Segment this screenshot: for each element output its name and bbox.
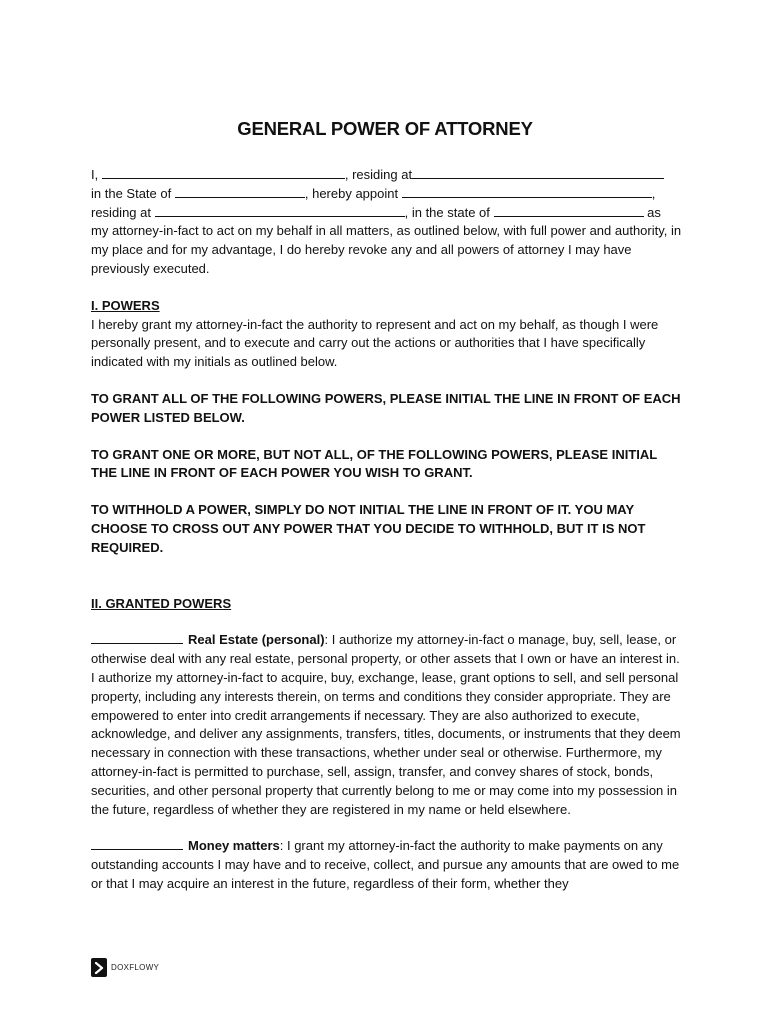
money-matters-power xyxy=(91,837,683,893)
real-estate-power xyxy=(91,631,683,819)
money-matters-term: Money matters xyxy=(188,838,280,854)
instruction-grant-all: TO GRANT ALL OF THE FOLLOWING POWERS, PLEASE INITIAL THE LINE IN FRONT OF EACH POWER LISTED BELOW. xyxy=(91,390,681,425)
instruction-withhold: TO WITHHOLD A POWER, SIMPLY DO NOT INITIAL THE LINE IN FRONT OF IT. YOU MAY CHOOSE TO CROSS OUT ANY POWER THAT YOU DECIDE TO WITHHOLD, BUT IT IS NOT REQUIRED. xyxy=(91,502,646,555)
money-matters-initial-field[interactable] xyxy=(91,837,183,850)
intro-line-3 xyxy=(91,204,683,223)
principal-address-field[interactable] xyxy=(412,166,664,179)
brand-name: DOXFLOWY xyxy=(111,963,160,972)
principal-state-field[interactable] xyxy=(175,185,305,198)
document-title: GENERAL POWER OF ATTORNEY xyxy=(237,118,533,139)
intro-text: as xyxy=(647,204,661,220)
intro-line-2 xyxy=(91,185,683,204)
real-estate-text: : I authorize my attorney-in-fact o manage, buy, sell, lease, or otherwise deal with any real estate, personal property, or other assets that I own or have an interest in. I authorize my attorney-in-fact to acquire, buy, exchange, lease, grant options to sell, and sell personal property, including any interests therein, on terms and conditions they consider appropriate. They are empowered to enter into credit arrangements if necessary. They are also authorized to execute, acknowledge, and deliver any assignments, transfers, titles, documents, or instruments that they deem necessary in connection with these transactions, whether under seal or otherwise. Furthermore, my attorney-in-fact is permitted to purchase, sell, assign, transfer, and convey shares of stock, bonds, securities, and other personal property that currently belong to me or may come into my possession in the future, regardless of whether they are registered in my name or held elsewhere. xyxy=(91,632,681,817)
powers-paragraph: I hereby grant my attorney-in-fact the authority to represent and act on my behalf, as though I were personally present, and to execute and carry out the actions or authorities that I have specifically indicated with my initials as outlined below. xyxy=(91,316,659,370)
intro-line-1 xyxy=(91,166,683,185)
instruction-grant-some: TO GRANT ONE OR MORE, BUT NOT ALL, OF THE FOLLOWING POWERS, PLEASE INITIAL THE LINE IN FRONT OF EACH POWER YOU WISH TO GRANT. xyxy=(91,446,657,481)
intro-paragraph: my attorney-in-fact to act on my behalf in all matters, as outlined below, with full power and authority, in my place and for my advantage, I do hereby revoke any and all powers of attorney I may have previously executed. xyxy=(91,223,682,276)
agent-address-field[interactable] xyxy=(155,204,405,217)
footer-brand xyxy=(91,958,159,977)
intro-text: , residing at xyxy=(344,167,413,182)
intro-text: residing at xyxy=(91,204,151,220)
intro-text: , in the state of xyxy=(404,204,490,220)
agent-state-field[interactable] xyxy=(494,204,644,217)
doxflowy-logo-icon xyxy=(91,958,107,977)
real-estate-initial-field[interactable] xyxy=(91,631,183,644)
intro-text: I, xyxy=(91,167,99,182)
granted-powers-heading: II. GRANTED POWERS xyxy=(91,595,232,611)
principal-name-field[interactable] xyxy=(102,166,345,179)
agent-name-field[interactable] xyxy=(402,185,652,198)
document-body xyxy=(91,166,683,894)
money-matters-text: : I grant my attorney-in-fact the authority to make payments on any outstanding accounts I may have and to receive, collect, and pursue any amounts that are owed to me or that I may acquire an interest in the future, regardless of their form, whether they xyxy=(91,838,680,891)
intro-text: in the State of xyxy=(91,185,172,201)
powers-heading: I. POWERS xyxy=(91,297,160,313)
intro-text: , xyxy=(651,185,656,201)
real-estate-term: Real Estate (personal) xyxy=(188,632,325,648)
intro-text: , hereby appoint xyxy=(304,185,399,201)
